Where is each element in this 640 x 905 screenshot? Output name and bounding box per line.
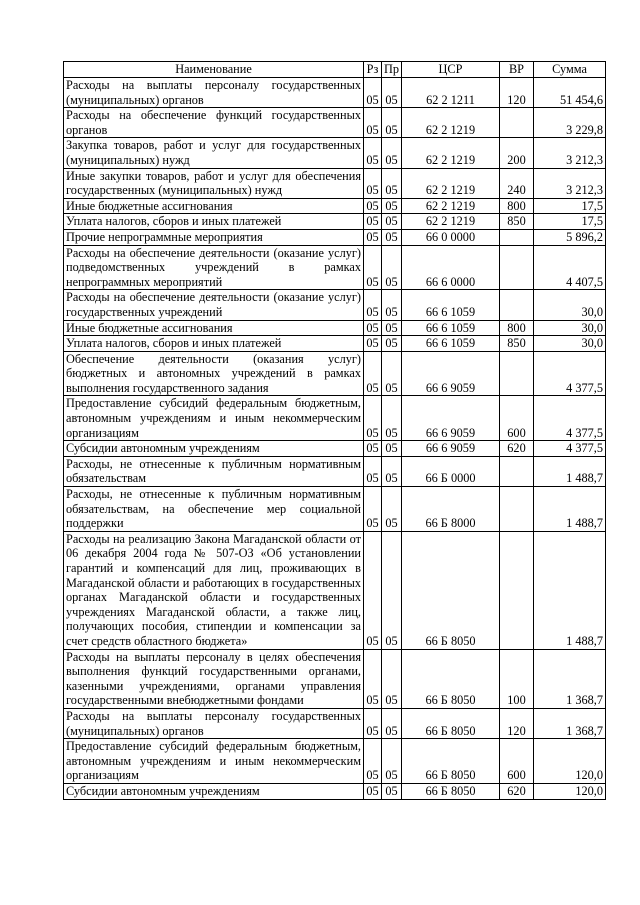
table-row bbox=[64, 487, 606, 532]
table-row bbox=[64, 245, 606, 290]
row-pr: 05 bbox=[382, 708, 402, 738]
row-csr: 62 2 1219 bbox=[402, 198, 500, 214]
row-name: Расходы на выплаты персоналу государственных (муниципальных) органов bbox=[64, 78, 364, 108]
row-csr: 66 Б 8000 bbox=[402, 487, 500, 532]
row-rz: 05 bbox=[364, 649, 382, 708]
row-sum: 1 488,7 bbox=[534, 456, 606, 486]
row-rz: 05 bbox=[364, 441, 382, 457]
row-name: Предоставление субсидий федеральным бюджетным, автономным учреждениям и иным некоммерческим организациям bbox=[64, 739, 364, 784]
row-sum: 3 212,3 bbox=[534, 138, 606, 168]
row-name: Расходы, не отнесенные к публичным нормативным обязательствам, на обеспечение мер социальной поддержки bbox=[64, 487, 364, 532]
row-rz: 05 bbox=[364, 351, 382, 396]
table-row bbox=[64, 739, 606, 784]
row-sum: 4 377,5 bbox=[534, 441, 606, 457]
row-csr: 66 Б 8050 bbox=[402, 531, 500, 649]
table-row bbox=[64, 708, 606, 738]
row-csr: 66 6 1059 bbox=[402, 336, 500, 352]
row-pr: 05 bbox=[382, 783, 402, 799]
row-pr: 05 bbox=[382, 739, 402, 784]
row-name: Расходы на выплаты персоналу государственных (муниципальных) органов bbox=[64, 708, 364, 738]
table-row bbox=[64, 649, 606, 708]
row-sum: 4 377,5 bbox=[534, 351, 606, 396]
row-pr: 05 bbox=[382, 108, 402, 138]
row-name: Обеспечение деятельности (оказания услуг) бюджетных и автономных учреждений в рамках выполнения государственного задания bbox=[64, 351, 364, 396]
row-vr: 120 bbox=[500, 708, 534, 738]
row-sum: 51 454,6 bbox=[534, 78, 606, 108]
row-vr bbox=[500, 456, 534, 486]
table-row bbox=[64, 214, 606, 230]
row-csr: 62 2 1219 bbox=[402, 108, 500, 138]
row-csr: 66 6 1059 bbox=[402, 320, 500, 336]
table-body bbox=[64, 78, 606, 800]
row-name: Уплата налогов, сборов и иных платежей bbox=[64, 214, 364, 230]
row-name: Субсидии автономным учреждениям bbox=[64, 783, 364, 799]
row-vr: 850 bbox=[500, 214, 534, 230]
row-csr: 62 2 1219 bbox=[402, 214, 500, 230]
row-sum: 4 377,5 bbox=[534, 396, 606, 441]
row-rz: 05 bbox=[364, 739, 382, 784]
row-vr bbox=[500, 245, 534, 290]
row-sum: 30,0 bbox=[534, 320, 606, 336]
row-rz: 05 bbox=[364, 214, 382, 230]
table-row bbox=[64, 456, 606, 486]
row-name: Расходы на обеспечение деятельности (оказание услуг) подведомственных учреждений в рамках непрограммных мероприятий bbox=[64, 245, 364, 290]
table-row bbox=[64, 441, 606, 457]
row-sum: 17,5 bbox=[534, 214, 606, 230]
row-vr: 620 bbox=[500, 441, 534, 457]
header-csr: ЦСР bbox=[402, 62, 500, 78]
header-sum: Сумма bbox=[534, 62, 606, 78]
row-name: Уплата налогов, сборов и иных платежей bbox=[64, 336, 364, 352]
table-header-row bbox=[64, 62, 606, 78]
row-sum: 5 896,2 bbox=[534, 229, 606, 245]
row-vr: 100 bbox=[500, 649, 534, 708]
row-rz: 05 bbox=[364, 783, 382, 799]
row-rz: 05 bbox=[364, 396, 382, 441]
table-row bbox=[64, 531, 606, 649]
row-csr: 66 6 1059 bbox=[402, 290, 500, 320]
row-sum: 120,0 bbox=[534, 783, 606, 799]
row-vr: 600 bbox=[500, 739, 534, 784]
row-vr: 600 bbox=[500, 396, 534, 441]
row-rz: 05 bbox=[364, 245, 382, 290]
row-pr: 05 bbox=[382, 168, 402, 198]
row-vr bbox=[500, 290, 534, 320]
row-pr: 05 bbox=[382, 290, 402, 320]
header-pr: Пр bbox=[382, 62, 402, 78]
row-pr: 05 bbox=[382, 649, 402, 708]
row-rz: 05 bbox=[364, 229, 382, 245]
row-csr: 62 2 1211 bbox=[402, 78, 500, 108]
table-row bbox=[64, 229, 606, 245]
row-name: Расходы на обеспечение деятельности (оказание услуг) государственных учреждений bbox=[64, 290, 364, 320]
table-row bbox=[64, 783, 606, 799]
row-sum: 120,0 bbox=[534, 739, 606, 784]
row-pr: 05 bbox=[382, 320, 402, 336]
table-row bbox=[64, 396, 606, 441]
row-pr: 05 bbox=[382, 456, 402, 486]
row-name: Закупка товаров, работ и услуг для государственных (муниципальных) нужд bbox=[64, 138, 364, 168]
row-name: Расходы на обеспечение функций государственных органов bbox=[64, 108, 364, 138]
row-name: Расходы, не отнесенные к публичным нормативным обязательствам bbox=[64, 456, 364, 486]
row-pr: 05 bbox=[382, 78, 402, 108]
row-vr: 800 bbox=[500, 320, 534, 336]
row-csr: 62 2 1219 bbox=[402, 138, 500, 168]
row-pr: 05 bbox=[382, 351, 402, 396]
row-sum: 3 212,3 bbox=[534, 168, 606, 198]
row-sum: 4 407,5 bbox=[534, 245, 606, 290]
row-vr: 620 bbox=[500, 783, 534, 799]
row-pr: 05 bbox=[382, 229, 402, 245]
row-name: Субсидии автономным учреждениям bbox=[64, 441, 364, 457]
row-pr: 05 bbox=[382, 214, 402, 230]
row-name: Иные бюджетные ассигнования bbox=[64, 320, 364, 336]
row-pr: 05 bbox=[382, 396, 402, 441]
row-pr: 05 bbox=[382, 336, 402, 352]
row-csr: 66 Б 8050 bbox=[402, 739, 500, 784]
header-vr: ВР bbox=[500, 62, 534, 78]
row-name: Прочие непрограммные мероприятия bbox=[64, 229, 364, 245]
row-sum: 30,0 bbox=[534, 290, 606, 320]
table-row bbox=[64, 138, 606, 168]
header-rz: Рз bbox=[364, 62, 382, 78]
row-sum: 1 368,7 bbox=[534, 708, 606, 738]
row-name: Предоставление субсидий федеральным бюджетным, автономным учреждениям и иным некоммерческим организациям bbox=[64, 396, 364, 441]
row-csr: 62 2 1219 bbox=[402, 168, 500, 198]
row-vr: 120 bbox=[500, 78, 534, 108]
row-pr: 05 bbox=[382, 441, 402, 457]
row-csr: 66 6 9059 bbox=[402, 351, 500, 396]
row-vr: 850 bbox=[500, 336, 534, 352]
row-rz: 05 bbox=[364, 336, 382, 352]
header-name: Наименование bbox=[64, 62, 364, 78]
row-rz: 05 bbox=[364, 108, 382, 138]
row-sum: 1 488,7 bbox=[534, 487, 606, 532]
table-row bbox=[64, 320, 606, 336]
row-rz: 05 bbox=[364, 531, 382, 649]
row-pr: 05 bbox=[382, 245, 402, 290]
row-rz: 05 bbox=[364, 198, 382, 214]
row-pr: 05 bbox=[382, 138, 402, 168]
row-pr: 05 bbox=[382, 198, 402, 214]
row-rz: 05 bbox=[364, 290, 382, 320]
row-rz: 05 bbox=[364, 487, 382, 532]
row-sum: 30,0 bbox=[534, 336, 606, 352]
row-csr: 66 6 9059 bbox=[402, 441, 500, 457]
table-row bbox=[64, 108, 606, 138]
row-csr: 66 Б 8050 bbox=[402, 783, 500, 799]
row-csr: 66 Б 8050 bbox=[402, 708, 500, 738]
row-rz: 05 bbox=[364, 708, 382, 738]
row-vr bbox=[500, 351, 534, 396]
row-vr: 800 bbox=[500, 198, 534, 214]
table-row bbox=[64, 351, 606, 396]
row-vr bbox=[500, 108, 534, 138]
row-csr: 66 Б 8050 bbox=[402, 649, 500, 708]
row-vr: 200 bbox=[500, 138, 534, 168]
table-row bbox=[64, 336, 606, 352]
budget-table bbox=[63, 61, 606, 800]
row-name: Иные закупки товаров, работ и услуг для обеспечения государственных (муниципальных) нужд bbox=[64, 168, 364, 198]
row-pr: 05 bbox=[382, 531, 402, 649]
row-pr: 05 bbox=[382, 487, 402, 532]
row-rz: 05 bbox=[364, 456, 382, 486]
row-csr: 66 0 0000 bbox=[402, 229, 500, 245]
row-name: Иные бюджетные ассигнования bbox=[64, 198, 364, 214]
row-vr: 240 bbox=[500, 168, 534, 198]
row-name: Расходы на реализацию Закона Магаданской области от 06 декабря 2004 года № 507-ОЗ «Об установлении гарантий и компенсаций для лиц, проживающих в Магаданской области и работающих в государственных органах Магаданской области и государственных учреждениях Магаданской области, а также лиц, получающих пособия, стипендии и компенсации за счет средств областного бюджета» bbox=[64, 531, 364, 649]
row-sum: 17,5 bbox=[534, 198, 606, 214]
row-rz: 05 bbox=[364, 78, 382, 108]
row-sum: 3 229,8 bbox=[534, 108, 606, 138]
row-csr: 66 6 9059 bbox=[402, 396, 500, 441]
row-sum: 1 488,7 bbox=[534, 531, 606, 649]
row-vr bbox=[500, 487, 534, 532]
table-row bbox=[64, 78, 606, 108]
row-csr: 66 Б 0000 bbox=[402, 456, 500, 486]
row-rz: 05 bbox=[364, 138, 382, 168]
budget-document-page bbox=[63, 61, 605, 800]
row-name: Расходы на выплаты персоналу в целях обеспечения выполнения функций государственными органами, казенными учреждениями, органами управления государственными внебюджетными фондами bbox=[64, 649, 364, 708]
table-row bbox=[64, 168, 606, 198]
row-rz: 05 bbox=[364, 168, 382, 198]
row-vr bbox=[500, 531, 534, 649]
row-rz: 05 bbox=[364, 320, 382, 336]
table-row bbox=[64, 198, 606, 214]
row-vr bbox=[500, 229, 534, 245]
row-csr: 66 6 0000 bbox=[402, 245, 500, 290]
row-sum: 1 368,7 bbox=[534, 649, 606, 708]
table-row bbox=[64, 290, 606, 320]
